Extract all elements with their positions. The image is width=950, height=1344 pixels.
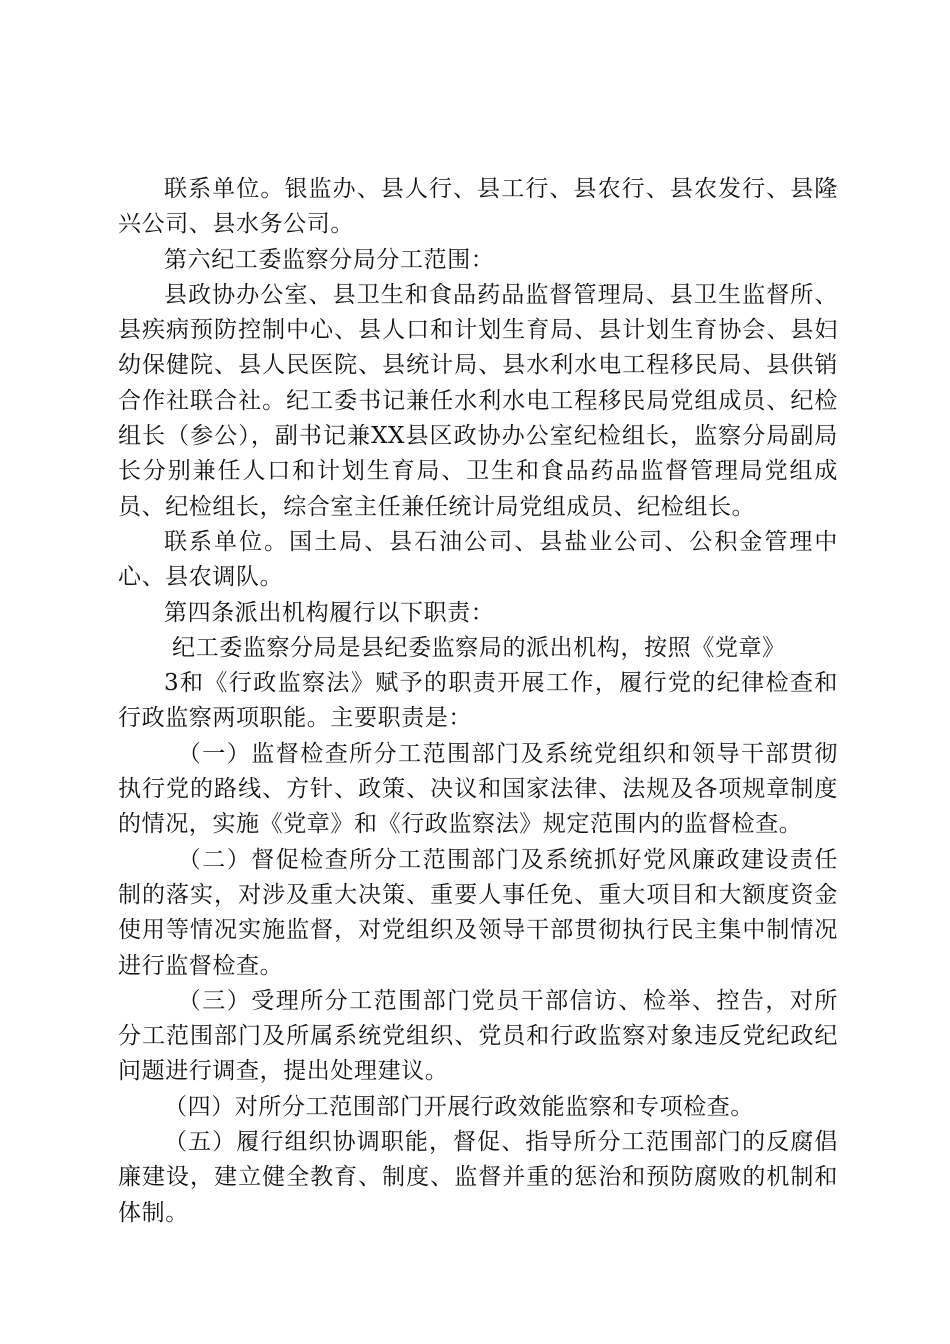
document-body — [118, 172, 838, 1231]
paragraph-duty-4: （四）对所分工范围部门开展行政效能监察和专项检查。 — [164, 1093, 754, 1120]
paragraph-duty-5: （五）履行组织协调职能，督促、指导所分工范围部门的反腐倡廉建设，建立健全教育、制度、监督并重的惩治和预防腐败的机制和体制。 — [118, 1129, 838, 1226]
paragraph-sixth-branch-heading: 第六纪工委监察分局分工范围： — [164, 246, 495, 273]
paragraph-contact-units-2: 联系单位。国土局、县石油公司、县盐业公司、公积金管理中心、县农调队。 — [118, 528, 838, 591]
paragraph-main-duties-intro: 3和《行政监察法》赋予的职责开展工作，履行党的纪律检查和行政监察两项职能。主要职责是： — [118, 670, 838, 732]
paragraph-contact-units-1: 联系单位。银监办、县人行、县工行、县农行、县农发行、县隆兴公司、县水务公司。 — [118, 176, 838, 238]
paragraph-duty-1: （一）监督检查所分工范围部门及系统党组织和领导干部贯彻执行党的路线、方针、政策、决议和国家法律、法规及各项规章制度的情况，实施《党章》和《行政监察法》规定范围内的监督检查。 — [118, 740, 838, 838]
paragraph-sixth-branch-scope: 县政协办公室、县卫生和食品药品监督管理局、县卫生监督所、县疾病预防控制中心、县人口和计划生育局、县计划生育协会、县妇幼保健院、县人民医院、县统计局、县水利水电工程移民局、县供销合作社联合社。纪工委书记兼任水利水电工程移民局党组成员、纪检组长（参公），副书记兼XX县区政协办公室纪检组长，监察分局副局长分别兼任人口和计划生育局、卫生和食品药品监督管理局党组成员、纪检组长，综合室主任兼任统计局党组成员、纪检组长。 — [118, 281, 838, 520]
paragraph-article-four-heading: 第四条派出机构履行以下职责： — [164, 599, 495, 626]
paragraph-agency-definition: 纪工委监察分局是县纪委监察局的派出机构，按照《党章》 — [172, 634, 786, 661]
paragraph-duty-2: （二）督促检查所分工范围部门及系统抓好党风廉政建设责任制的落实，对涉及重大决策、重要人事任免、重大项目和大额度资金使用等情况实施监督，对党组织及领导干部贯彻执行民主集中制情况进行监督检查。 — [118, 846, 838, 979]
paragraph-duty-3: （三）受理所分工范围部门党员干部信访、检举、控告，对所分工范围部门及所属系统党组织、党员和行政监察对象违反党纪政纪问题进行调查，提出处理建议。 — [118, 987, 838, 1085]
